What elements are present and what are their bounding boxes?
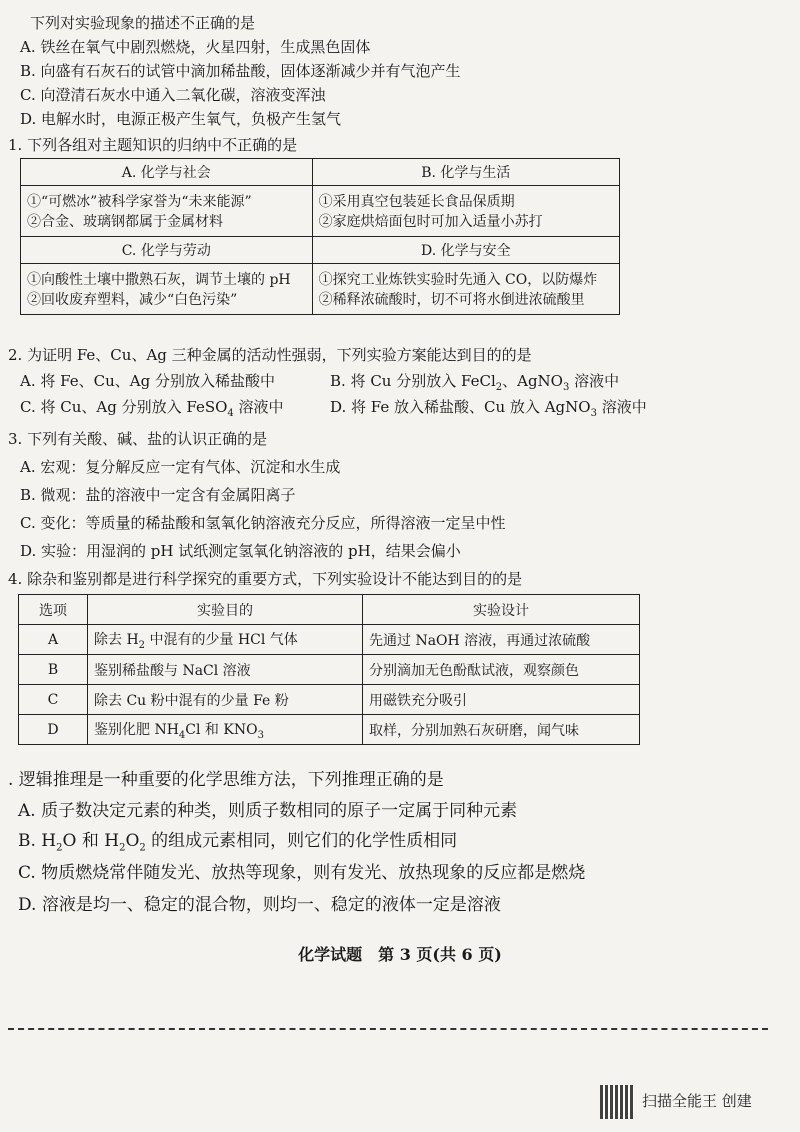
q15-option-b: B. $H_2O$ 和 $H_2O_2$ 的组成元素相同，则它们的化学性质相同 [18,831,458,854]
q15-option-d: D. 溶液是均一、稳定的混合物，则均一、稳定的液体一定是溶液 [18,895,501,915]
q11-c-cell [21,264,313,315]
q11-table [20,158,620,315]
q12-stem: 2. 为证明 Fe、Cu、Ag 三种金属的活动性强弱，下列实验方案能达到目的的是 [8,346,532,364]
cut-line-divider [8,1028,768,1030]
q10-stem: 下列对实验现象的描述不正确的是 [30,14,256,32]
q13-option-d: D. 实验：用湿润的 pH 试纸测定氢氧化钠溶液的 pH，结果会偏小 [20,542,461,560]
q11-a-head: A. 化学与社会 [21,159,313,186]
q11-c1: ①向酸性土壤中撒熟石灰，调节土壤的 pH [27,272,291,288]
table-row: C 除去 Cu 粉中混有的少量 Fe 粉 用磁铁充分吸引 [19,685,640,715]
q15-option-a: A. 质子数决定元素的种类，则质子数相同的原子一定属于同种元素 [18,801,518,821]
q13-option-a: A. 宏观：复分解反应一定有气体、沉淀和水生成 [20,458,341,476]
q13-option-b: B. 微观：盐的溶液中一定含有金属阳离子 [20,486,296,504]
q15-option-c: C. 物质燃烧常伴随发光、放热等现象，则有发光、放热现象的反应都是燃烧 [18,863,586,883]
q11-d-cell [312,264,619,315]
table-row: A 除去 $H_2$ 中混有的少量 HCl 气体 先通过 NaOH 溶液，再通过浓硫酸 [19,625,640,655]
q11-c2: ②回收废弃塑料，减少“白色污染” [27,292,238,308]
table-row: D 鉴别化肥 $NH_4Cl$ 和 $KNO_3$ 取样，分别加熟石灰研磨，闻气味 [19,715,640,745]
q12-option-b: B. 将 Cu 分别放入 FeCl$_2$、AgNO$_3$ 溶液中 [330,372,620,393]
q11-d2: ②稀释浓硫酸时，切不可将水倒进浓硫酸里 [318,292,585,308]
q11-d-head: D. 化学与安全 [312,237,619,264]
q11-a2: ②合金、玻璃钢都属于金属材料 [27,214,223,230]
q10-option-c: C. 向澄清石灰水中通入二氧化碳，溶液变浑浊 [20,86,326,104]
q11-b-cell [312,186,619,237]
q10-option-a: A. 铁丝在氧气中剧烈燃烧，火星四射，生成黑色固体 [20,38,371,56]
q15-stem: . 逻辑推理是一种重要的化学思维方法，下列推理正确的是 [8,770,444,790]
q11-a-cell [21,186,313,237]
q11-stem: 1. 下列各组对主题知识的归纳中不正确的是 [8,136,298,154]
q12-option-d: D. 将 Fe 放入稀盐酸、Cu 放入 AgNO$_3$ 溶液中 [330,398,647,419]
scanner-watermark: 扫描全能王 创建 [642,1092,752,1110]
q14-stem: 4. 除杂和鉴别都是进行科学探究的重要方式，下列实验设计不能达到目的的是 [8,570,523,588]
q14-header-design: 实验设计 [363,595,640,625]
page-footer: 化学试题 第 3 页(共 6 页) [298,945,502,964]
q10-option-d: D. 电解水时，电源正极产生氧气，负极产生氢气 [20,110,342,128]
q14-table [18,594,640,745]
qr-code-icon [600,1085,634,1119]
q11-c-head: C. 化学与劳动 [21,237,313,264]
q13-option-c: C. 变化：等质量的稀盐酸和氢氧化钠溶液充分反应，所得溶液一定呈中性 [20,514,506,532]
q12-option-c: C. 将 Cu、Ag 分别放入 FeSO$_4$ 溶液中 [20,398,284,419]
q11-d1: ①探究工业炼铁实验时先通入 CO，以防爆炸 [318,272,598,288]
q14-header-option: 选项 [19,595,88,625]
q11-b2: ②家庭烘焙面包时可加入适量小苏打 [318,214,543,230]
q11-a1: ①“可燃冰”被科学家誉为“未来能源” [27,194,252,210]
q11-b1: ①采用真空包装延长食品保质期 [318,194,515,210]
q11-b-head: B. 化学与生活 [312,159,619,186]
q12-option-a: A. 将 Fe、Cu、Ag 分别放入稀盐酸中 [20,372,275,390]
q14-header-goal: 实验目的 [88,595,363,625]
q13-stem: 3. 下列有关酸、碱、盐的认识正确的是 [8,430,268,448]
table-row: B 鉴别稀盐酸与 NaCl 溶液 分别滴加无色酚酞试液，观察颜色 [19,655,640,685]
q10-option-b: B. 向盛有石灰石的试管中滴加稀盐酸，固体逐渐减少并有气泡产生 [20,62,461,80]
